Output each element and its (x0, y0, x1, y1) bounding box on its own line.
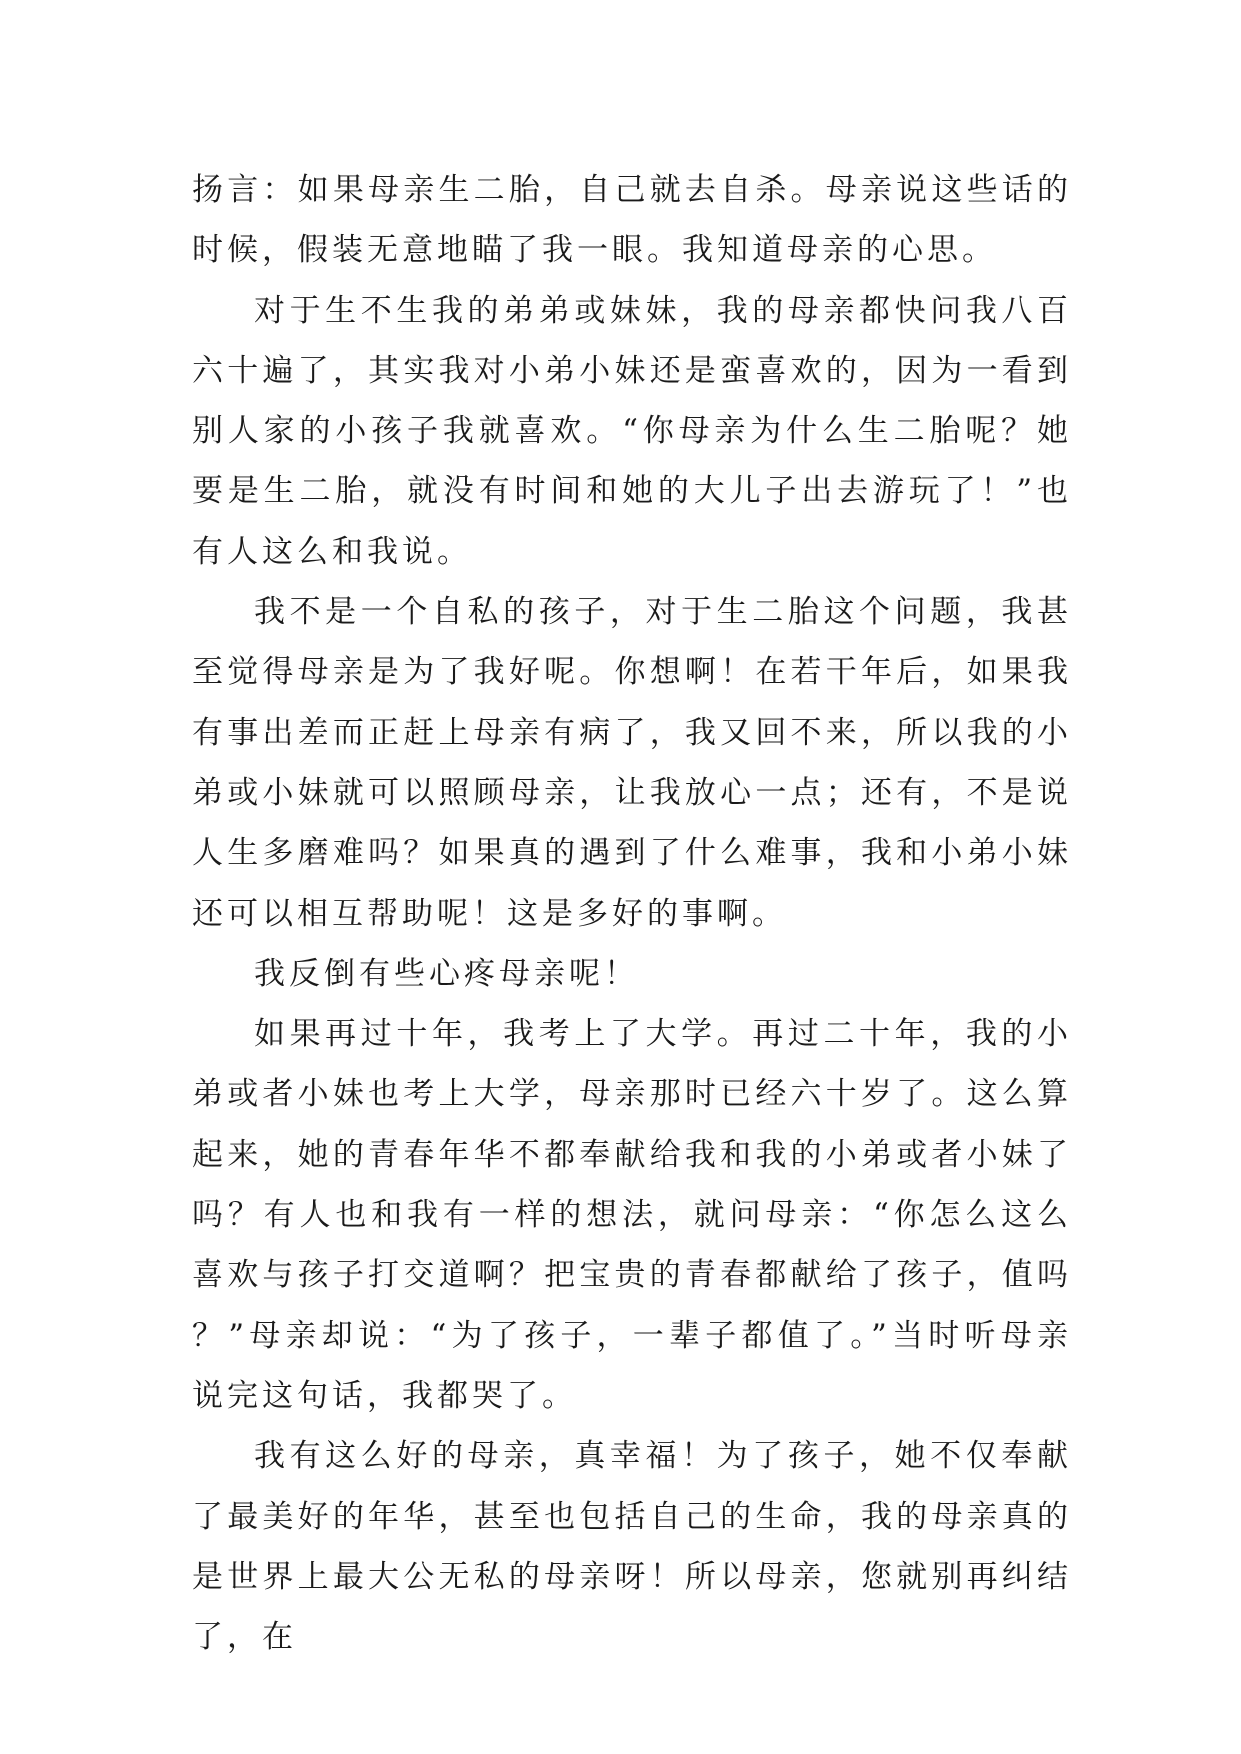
paragraph-5: 如果再过十年，我考上了大学。再过二十年，我的小弟或者小妹也考上大学，母亲那时已经六十岁了。这么算起来，她的青春年华不都奉献给我和我的小弟或者小妹了吗？有人也和我有一样的想法，就问母亲：“你怎么这么喜欢与孩子打交道啊？把宝贵的青春都献给了孩子，值吗？”母亲却说：“为了孩子，一辈子都值了。”当时听母亲说完这句话，我都哭了。 (192, 1016, 1072, 1414)
paragraph-3: 我不是一个自私的孩子，对于生二胎这个问题，我甚至觉得母亲是为了我好呢。你想啊！在若干年后，如果我有事出差而正赶上母亲有病了，我又回不来，所以我的小弟或小妹就可以照顾母亲，让我放心一点；还有，不是说人生多磨难吗？如果真的遇到了什么难事，我和小弟小妹还可以相互帮助呢！这是多好的事啊。 (192, 594, 1072, 932)
paragraph-4: 我反倒有些心疼母亲呢！ (254, 955, 639, 992)
paragraph-1: 扬言：如果母亲生二胎，自己就去自杀。母亲说这些话的时候，假装无意地瞄了我一眼。我知道母亲的心思。 (192, 172, 1072, 269)
article-body (192, 160, 1072, 1667)
paragraph-2: 对于生不生我的弟弟或妹妹，我的母亲都快问我八百六十遍了，其实我对小弟小妹还是蛮喜欢的，因为一看到别人家的小孩子我就喜欢。“你母亲为什么生二胎呢？她要是生二胎，就没有时间和她的大儿子出去游玩了！”也有人这么和我说。 (192, 292, 1072, 570)
paragraph-6: 我有这么好的母亲，真幸福！为了孩子，她不仅奉献了最美好的年华，甚至也包括自己的生命，我的母亲真的是世界上最大公无私的母亲呀！所以母亲，您就别再纠结了，在 (192, 1438, 1072, 1656)
